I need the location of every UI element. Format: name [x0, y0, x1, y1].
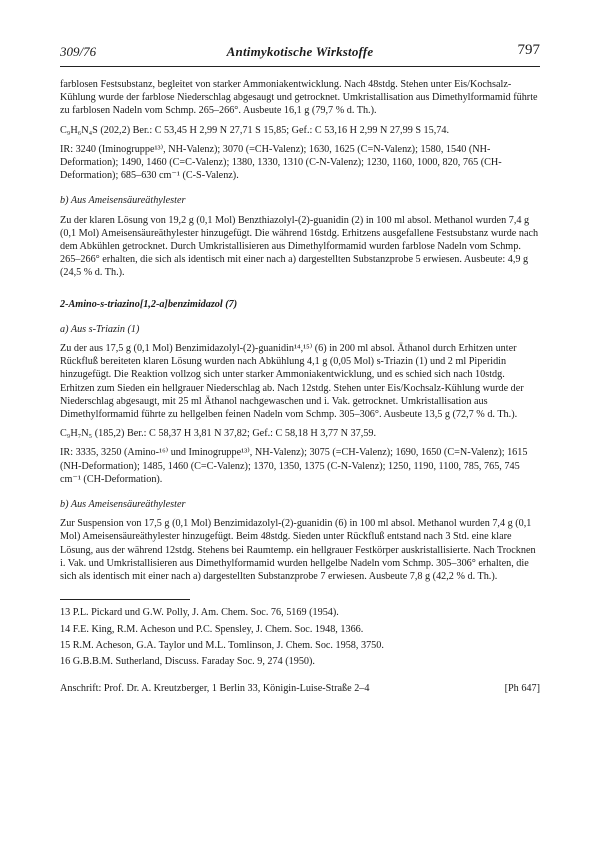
footnote-rule — [60, 599, 190, 600]
header-rule — [60, 66, 540, 67]
ir-data-2: IR: 3335, 3250 (Amino-¹⁶⁾ und Iminogruppe¹³⁾, NH-Valenz); 3075 (=CH-Valenz); 1690, 1650 (C=N-Valenz); 1615 (NH-Deformation); 1485, 1460 (C=C-Valenz); 1370, 1350, 1375 (C-N-Valenz); 1250, 1190, 1100, 785, 765, 745 cm⁻¹ (CH-Deformation). — [60, 447, 528, 485]
elemental-analysis-2: C₉H₇N₅ (185,2) Ber.: C 58,37 H 3,81 N 37,82; Gef.: C 58,18 H 3,77 N 37,59. — [60, 428, 376, 440]
footnote: 13 P.L. Pickard und G.W. Polly, J. Am. Chem. Soc. 76, 5169 (1954). — [60, 607, 339, 619]
paragraph-4: Zu der klaren Lösung von 19,2 g (0,1 Mol) Benzthiazolyl-(2)-guanidin (2) in 100 ml absol. Methanol wurden 7,4 g (0,1 Mol) Ameisensäureäthylester hinzugefügt. Die während 16stdg. Erhitzens ausgefallene Festsubstanz wurde nach dem Abkühlen getrocknet. Durch Umkristallisieren aus Dimethylformamid wurden farblose Nadeln vom Schmp. 265–266° erhalten, die sich als identisch mit einer nach a) dargestellten Substanzprobe 5 erwiesen. Ausbeute: 4,9 g (24,5 % d. Th.). — [60, 214, 539, 279]
ir-data-1: IR: 3240 (Iminogruppe¹³⁾, NH-Valenz); 3070 (=CH-Valenz); 1630, 1625 (C=N-Valenz); 1580, 1540 (NH-Deformation); 1490, 1460 (C=C-Valenz); 1380, 1330, 1310 (C-N-Valenz); 1230, 1160, 1000, 820, 765 (CH-Deformation); 685–630 cm⁻¹ (C-S-Valenz). — [60, 143, 502, 182]
footnote: 14 F.E. King, R.M. Acheson und P.C. Spensley, J. Chem. Soc. 1948, 1366. — [60, 623, 364, 635]
reference-code: [Ph 647] — [504, 683, 540, 695]
section-b-1: b) Aus Ameisensäureäthylester — [60, 195, 186, 207]
footnote: 16 G.B.B.M. Sutherland, Discuss. Faraday Soc. 9, 274 (1950). — [60, 655, 315, 667]
section-b-2: b) Aus Ameisensäureäthylester — [60, 499, 186, 511]
article-body — [60, 78, 540, 695]
footnote: 15 R.M. Acheson, G.A. Taylor und M.L. Tomlinson, J. Chem. Soc. 1958, 3750. — [60, 639, 384, 651]
paragraph-1: farblosen Festsubstanz, begleitet von starker Ammoniakentwicklung. Nach 48stdg. Stehen unter Eis/Kochsalz-Kühlung wurde der farblose Niederschlag abgesaugt und getrocknet. Umkristallisation aus Dimethylformamid führte zu farblosen Nadeln vom Schmp. 265–266°. Ausbeute 16,1 g (79,7 % d. Th.). — [60, 79, 538, 117]
paragraph-8: Zur Suspension von 17,5 g (0,1 Mol) Benzimidazolyl-(2)-guanidin (6) in 100 ml absol. Methanol wurden 7,4 g (0,1 Mol) Ameisensäureäthylester hinzugefügt. Beim 48stdg. Sieden unter Rückfluß entstand nach 3 Std. eine klare Lösung, aus der während 12stdg. Stehens bei Raumtemp. ein hellgrauer Festkörper auskristallisierte. Nach Trocknen i. Vak. und Umkristallisieren aus Dimethylformamid wurden hellgelbe Nadeln vom Schmp. 305–306° erhalten, die sich als identisch mit einer nach a) dargestellten Substanzprobe 7 erwiesen. Ausbeute 7,8 g (42,2 % d. Th.). — [60, 518, 536, 583]
elemental-analysis-1: C₉H₆N₄S (202,2) Ber.: C 53,45 H 2,99 N 27,71 S 15,85; Gef.: C 53,16 H 2,99 N 27,99 S 15,74. — [60, 124, 450, 136]
page-number: 797 — [517, 42, 540, 58]
address-text: Anschrift: Prof. Dr. A. Kreutzberger, 1 Berlin 33, Königin-Luise-Straße 2–4 — [60, 683, 370, 695]
paragraph-5: Zu der aus 17,5 g (0,1 Mol) Benzimidazolyl-(2)-guanidin¹⁴,¹⁵⁾ (6) in 200 ml absol. Äthanol durch Erhitzen unter Rückfluß bereiteten klaren Lösung wurden nach Abkühlung 4,1 g (0,05 Mol) s-Triazin (1) und 2 ml Piperidin hinzugefügt. Die Reaktion vollzog sich unter starker Ammoniakentwicklung, und es schied sich nach 10stdg. Erhitzen zum Sieden ein hellgrauer Niederschlag ab. Nach 12stdg. Stehen unter Eis/Kochsalz-Kühlung wurde der Niederschlag abgesaugt, mit 25 ml Äthanol nachgewaschen und i. Vak. getrocknet. Umkristallisation aus Dimethylformamid führte zu hellgelben feinen Nadeln vom Schmp. 305–306°. Ausbeute 13,5 g (72,7 % d. Th.). — [60, 343, 524, 421]
running-title: Antimykotische Wirkstoffe — [226, 44, 374, 59]
author-address — [60, 682, 540, 695]
compound-heading: 2-Amino-s-triazino[1,2-a]benzimidazol (7) — [60, 298, 238, 310]
running-header — [60, 44, 540, 66]
journal-issue: 309/76 — [60, 44, 97, 59]
section-a: a) Aus s-Triazin (1) — [60, 323, 140, 335]
